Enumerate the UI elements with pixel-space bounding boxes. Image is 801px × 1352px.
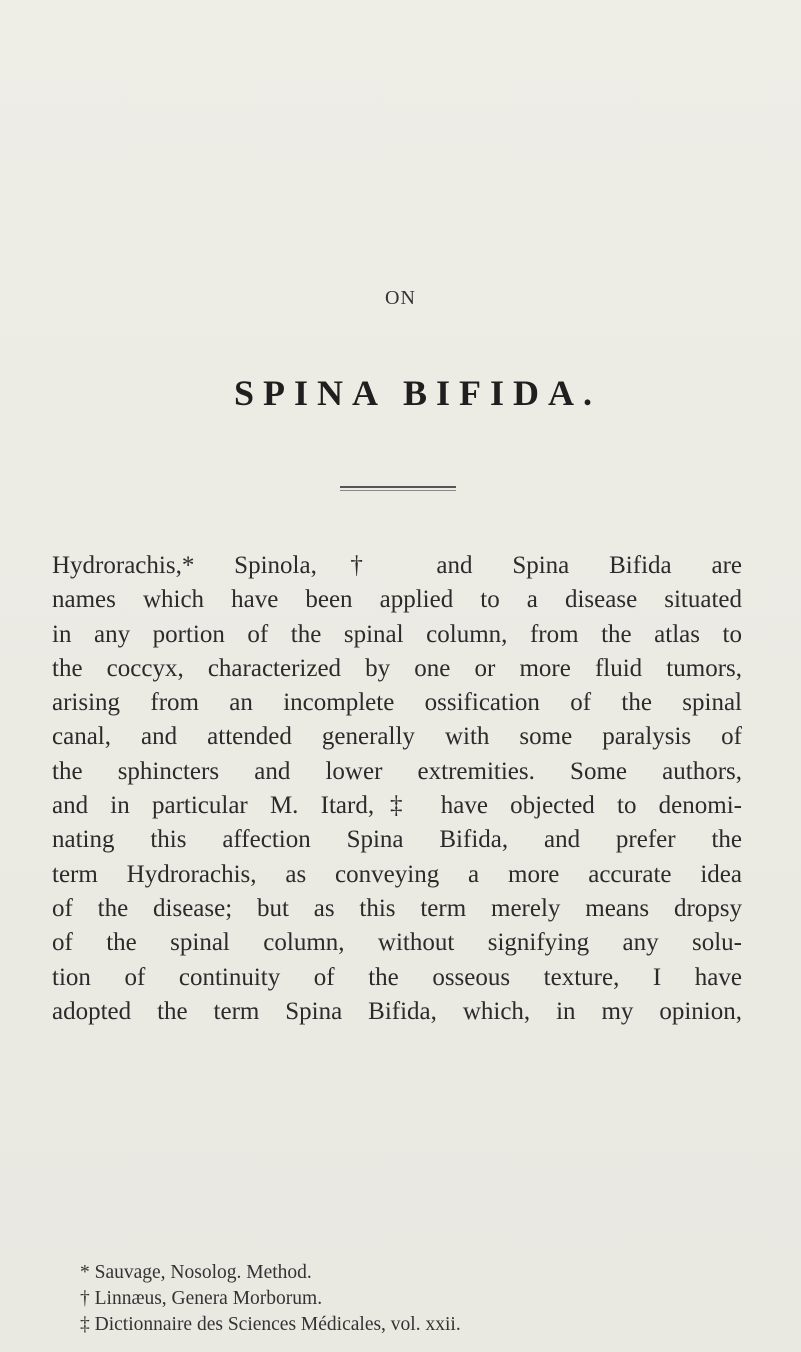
body-line: names which have been applied to a disease situated: [52, 586, 742, 614]
body-line: nating this affection Spina Bifida, and prefer the: [52, 826, 742, 854]
pre-title: ON: [385, 287, 416, 309]
footnotes: [80, 1260, 760, 1338]
footnote: ‡ Dictionnaire des Sciences Médicales, vol. xxii.: [80, 1314, 461, 1335]
body-line: adopted the term Spina Bifida, which, in my opinion,: [52, 997, 742, 1025]
body-line: the sphincters and lower extremities. Some authors,: [52, 757, 742, 785]
page-title: SPINA BIFIDA.: [233, 373, 602, 413]
body-line: arising from an incomplete ossification of the spinal: [52, 689, 742, 717]
body-paragraph: [52, 549, 742, 1029]
footnote: † Linnæus, Genera Morborum.: [80, 1288, 323, 1309]
body-line: the coccyx, characterized by one or more fluid tumors,: [52, 654, 742, 682]
body-line: of the disease; but as this term merely means dropsy: [52, 894, 742, 922]
body-line: in any portion of the spinal column, from the atlas to: [52, 620, 742, 648]
body-line: canal, and attended generally with some paralysis of: [52, 723, 742, 751]
body-line: of the spinal column, without signifying any solu-: [52, 929, 742, 957]
body-line: tion of continuity of the osseous texture, I have: [52, 963, 742, 991]
footnote: * Sauvage, Nosolog. Method.: [80, 1262, 312, 1283]
body-line: term Hydrorachis, as conveying a more accurate idea: [52, 860, 742, 888]
body-line: and in particular M. Itard,‡ have objected to denomi-: [52, 792, 742, 820]
body-line: Hydrorachis,* Spinola,† and Spina Bifida are: [52, 552, 742, 579]
title-divider: [340, 486, 456, 491]
